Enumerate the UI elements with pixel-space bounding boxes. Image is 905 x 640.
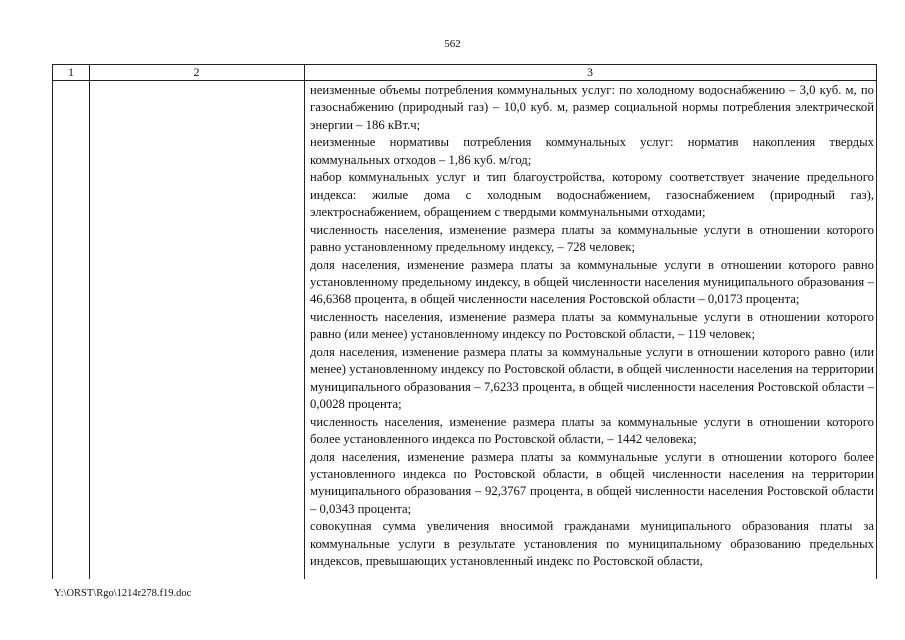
paragraph: доля населения, изменение размера платы за коммунальные услуги в отношении которого равно (или менее) установленному индексу по Ростовской области, в общей численности населения на территории муниципального образования – 7,6233 процента, в общей численности населения Ростовской области – 0,0028 процента; [310,344,874,412]
table-header-row [53,65,876,81]
paragraph: численность населения, изменение размера платы за коммунальные услуги в отношении которого равно установленному предельному индексу, – 728 человек; [310,222,874,255]
paragraph: доля населения, изменение размера платы за коммунальные услуги в отношении которого более установленного индекса по Ростовской области, в общей численности населения на территории муниципального образования – 92,3767 процента, в общей численности населения Ростовской области – 0,0343 процента; [310,449,874,516]
header-cell-1: 1 [68,65,74,79]
column-divider-2 [304,65,305,579]
table-cell-content [310,82,874,571]
paragraph: неизменные объемы потребления коммунальных услуг: по холодному водоснабжению – 3,0 куб. м, по газоснабжению (природный газ) – 10,0 куб. м, размер социальной нормы потребления электрической энергии – 186 кВт.ч; [310,83,874,132]
document-table [52,64,877,579]
paragraph: доля населения, изменение размера платы за коммунальные услуги в отношении которого равно установленному предельному индексу, в общей численности населения муниципального образования – 46,6368 процента, в общей численности населения Ростовской области – 0,0173 процента; [310,257,874,307]
paragraph: численность населения, изменение размера платы за коммунальные услуги в отношении которого равно (или менее) установленному индексу по Ростовской области, – 119 человек; [310,309,874,342]
paragraph: численность населения, изменение размера платы за коммунальные услуги в отношении которого более установленного индекса по Ростовской области, – 1442 человека; [310,414,874,447]
paragraph: набор коммунальных услуг и тип благоустройства, которому соответствует значение предельного индекса: жилые дома с холодным водоснабжением, газоснабжением (природный газ), электроснабжением, обращением с твердыми коммунальными отходами; [310,170,874,220]
footer-file-path: Y:\ORST\Rgo\1214r278.f19.doc [54,588,192,599]
header-cell-2: 2 [193,65,200,79]
header-cell-3: 3 [587,65,593,79]
paragraph: неизменные нормативы потребления коммунальных услуг: норматив накопления твердых коммунальных отходов – 1,86 куб. м/год; [310,135,874,167]
page-number: 562 [444,38,461,50]
paragraph: совокупная сумма увеличения вносимой гражданами муниципального образования платы за коммунальные услуги в результате установления по муниципальному образованию предельных индексов, превышающих установленный индекс по Ростовской области, [310,519,874,569]
column-divider-1 [89,65,90,579]
